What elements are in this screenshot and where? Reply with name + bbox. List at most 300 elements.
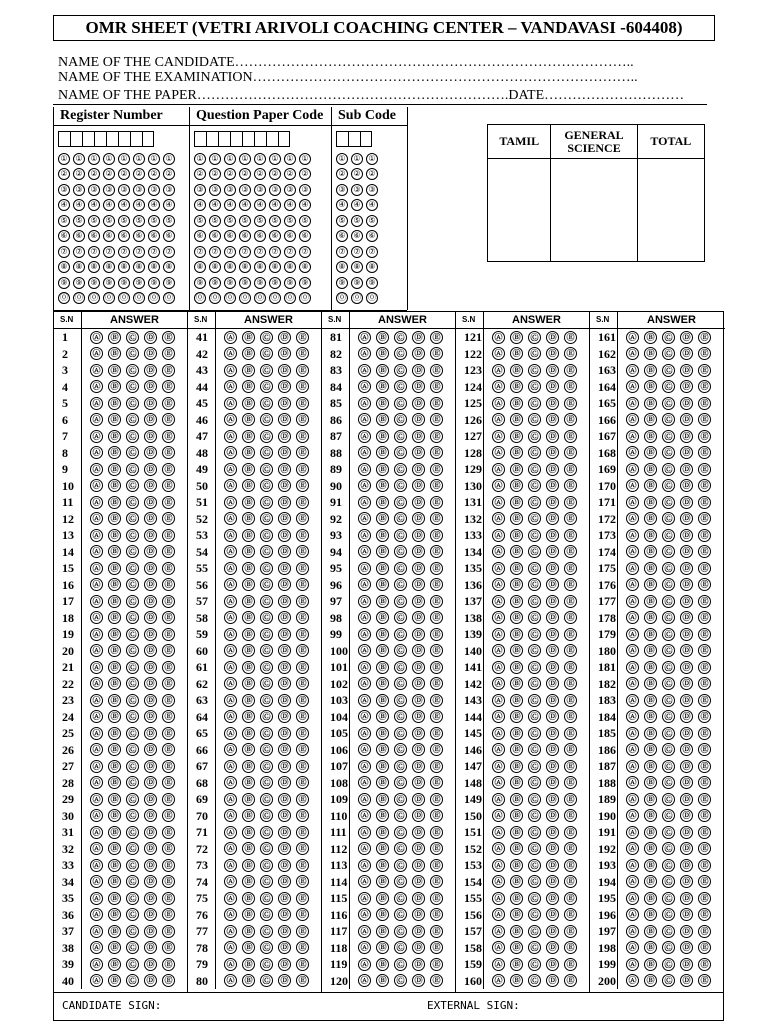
option-bubble-c[interactable]: Ⓒ bbox=[528, 842, 541, 855]
option-bubble-e[interactable]: Ⓔ bbox=[296, 331, 309, 344]
option-bubble-a[interactable]: Ⓐ bbox=[224, 446, 237, 459]
option-bubble-c[interactable]: Ⓒ bbox=[394, 941, 407, 954]
option-bubble-d[interactable]: Ⓓ bbox=[278, 776, 291, 789]
option-bubble-d[interactable]: Ⓓ bbox=[546, 380, 559, 393]
option-bubble-d[interactable]: Ⓓ bbox=[412, 595, 425, 608]
option-bubble-c[interactable]: Ⓒ bbox=[394, 380, 407, 393]
option-bubble-b[interactable]: Ⓑ bbox=[242, 809, 255, 822]
option-bubble-e[interactable]: Ⓔ bbox=[564, 496, 577, 509]
option-bubble-b[interactable]: Ⓑ bbox=[376, 595, 389, 608]
digit-bubble[interactable]: ② bbox=[118, 168, 130, 180]
option-bubble-e[interactable]: Ⓔ bbox=[698, 380, 711, 393]
option-bubble-a[interactable]: Ⓐ bbox=[626, 496, 639, 509]
option-bubble-d[interactable]: Ⓓ bbox=[278, 364, 291, 377]
option-bubble-b[interactable]: Ⓑ bbox=[242, 743, 255, 756]
option-bubble-a[interactable]: Ⓐ bbox=[224, 479, 237, 492]
option-bubble-e[interactable]: Ⓔ bbox=[564, 925, 577, 938]
option-bubble-e[interactable]: Ⓔ bbox=[162, 413, 175, 426]
option-bubble-c[interactable]: Ⓒ bbox=[662, 925, 675, 938]
option-bubble-e[interactable]: Ⓔ bbox=[564, 760, 577, 773]
option-bubble-d[interactable]: Ⓓ bbox=[546, 479, 559, 492]
option-bubble-d[interactable]: Ⓓ bbox=[144, 694, 157, 707]
option-bubble-a[interactable]: Ⓐ bbox=[626, 842, 639, 855]
option-bubble-b[interactable]: Ⓑ bbox=[510, 611, 523, 624]
option-bubble-c[interactable]: Ⓒ bbox=[394, 710, 407, 723]
digit-bubble[interactable]: ① bbox=[118, 153, 130, 165]
option-bubble-c[interactable]: Ⓒ bbox=[662, 479, 675, 492]
option-bubble-c[interactable]: Ⓒ bbox=[394, 644, 407, 657]
option-bubble-b[interactable]: Ⓑ bbox=[242, 413, 255, 426]
option-bubble-d[interactable]: Ⓓ bbox=[680, 842, 693, 855]
option-bubble-d[interactable]: Ⓓ bbox=[546, 941, 559, 954]
option-bubble-b[interactable]: Ⓑ bbox=[376, 397, 389, 410]
option-bubble-a[interactable]: Ⓐ bbox=[358, 347, 371, 360]
digit-bubble[interactable]: ⑤ bbox=[224, 215, 236, 227]
digit-bubble[interactable]: ④ bbox=[351, 199, 363, 211]
option-bubble-c[interactable]: Ⓒ bbox=[662, 875, 675, 888]
option-bubble-d[interactable]: Ⓓ bbox=[278, 644, 291, 657]
option-bubble-e[interactable]: Ⓔ bbox=[564, 413, 577, 426]
option-bubble-c[interactable]: Ⓒ bbox=[260, 694, 273, 707]
option-bubble-b[interactable]: Ⓑ bbox=[510, 809, 523, 822]
option-bubble-c[interactable]: Ⓒ bbox=[394, 826, 407, 839]
option-bubble-a[interactable]: Ⓐ bbox=[358, 364, 371, 377]
option-bubble-e[interactable]: Ⓔ bbox=[162, 760, 175, 773]
option-bubble-a[interactable]: Ⓐ bbox=[90, 925, 103, 938]
digit-bubble[interactable]: ② bbox=[254, 168, 266, 180]
option-bubble-e[interactable]: Ⓔ bbox=[430, 661, 443, 674]
option-bubble-a[interactable]: Ⓐ bbox=[626, 347, 639, 360]
digit-bubble[interactable]: ④ bbox=[284, 199, 296, 211]
option-bubble-a[interactable]: Ⓐ bbox=[358, 859, 371, 872]
option-bubble-a[interactable]: Ⓐ bbox=[626, 331, 639, 344]
option-bubble-a[interactable]: Ⓐ bbox=[90, 760, 103, 773]
option-bubble-c[interactable]: Ⓒ bbox=[260, 364, 273, 377]
digit-bubble[interactable]: ① bbox=[284, 153, 296, 165]
option-bubble-e[interactable]: Ⓔ bbox=[430, 496, 443, 509]
option-bubble-b[interactable]: Ⓑ bbox=[108, 661, 121, 674]
option-bubble-a[interactable]: Ⓐ bbox=[224, 512, 237, 525]
option-bubble-e[interactable]: Ⓔ bbox=[162, 463, 175, 476]
option-bubble-d[interactable]: Ⓓ bbox=[680, 496, 693, 509]
digit-bubble[interactable]: ① bbox=[351, 153, 363, 165]
option-bubble-e[interactable]: Ⓔ bbox=[430, 562, 443, 575]
option-bubble-b[interactable]: Ⓑ bbox=[644, 496, 657, 509]
option-bubble-a[interactable]: Ⓐ bbox=[358, 958, 371, 971]
option-bubble-a[interactable]: Ⓐ bbox=[224, 430, 237, 443]
option-bubble-e[interactable]: Ⓔ bbox=[430, 331, 443, 344]
option-bubble-d[interactable]: Ⓓ bbox=[680, 611, 693, 624]
option-bubble-b[interactable]: Ⓑ bbox=[242, 908, 255, 921]
option-bubble-d[interactable]: Ⓓ bbox=[278, 809, 291, 822]
digit-bubble[interactable]: ⑧ bbox=[209, 261, 221, 273]
digit-bubble[interactable]: ⑦ bbox=[284, 246, 296, 258]
option-bubble-e[interactable]: Ⓔ bbox=[296, 380, 309, 393]
option-bubble-c[interactable]: Ⓒ bbox=[260, 380, 273, 393]
option-bubble-c[interactable]: Ⓒ bbox=[126, 760, 139, 773]
option-bubble-b[interactable]: Ⓑ bbox=[376, 793, 389, 806]
option-bubble-a[interactable]: Ⓐ bbox=[90, 875, 103, 888]
option-bubble-e[interactable]: Ⓔ bbox=[698, 578, 711, 591]
option-bubble-a[interactable]: Ⓐ bbox=[492, 496, 505, 509]
option-bubble-d[interactable]: Ⓓ bbox=[278, 628, 291, 641]
option-bubble-e[interactable]: Ⓔ bbox=[430, 595, 443, 608]
option-bubble-a[interactable]: Ⓐ bbox=[224, 661, 237, 674]
digit-bubble[interactable]: ① bbox=[88, 153, 100, 165]
option-bubble-a[interactable]: Ⓐ bbox=[492, 413, 505, 426]
option-bubble-d[interactable]: Ⓓ bbox=[144, 446, 157, 459]
digit-bubble[interactable]: ⑤ bbox=[239, 215, 251, 227]
option-bubble-d[interactable]: Ⓓ bbox=[278, 677, 291, 690]
digit-bubble[interactable]: ⑤ bbox=[103, 215, 115, 227]
option-bubble-c[interactable]: Ⓒ bbox=[260, 941, 273, 954]
option-bubble-c[interactable]: Ⓒ bbox=[260, 908, 273, 921]
option-bubble-c[interactable]: Ⓒ bbox=[126, 842, 139, 855]
option-bubble-b[interactable]: Ⓑ bbox=[376, 347, 389, 360]
option-bubble-a[interactable]: Ⓐ bbox=[492, 479, 505, 492]
digit-bubble[interactable]: ⑧ bbox=[299, 261, 311, 273]
digit-bubble[interactable]: ⓪ bbox=[90, 293, 98, 303]
option-bubble-c[interactable]: Ⓒ bbox=[528, 661, 541, 674]
option-bubble-a[interactable]: Ⓐ bbox=[358, 578, 371, 591]
option-bubble-a[interactable]: Ⓐ bbox=[90, 595, 103, 608]
option-bubble-e[interactable]: Ⓔ bbox=[296, 545, 309, 558]
option-bubble-e[interactable]: Ⓔ bbox=[430, 727, 443, 740]
option-bubble-c[interactable]: Ⓒ bbox=[394, 529, 407, 542]
digit-bubble[interactable]: ⑦ bbox=[269, 246, 281, 258]
option-bubble-d[interactable]: Ⓓ bbox=[144, 677, 157, 690]
digit-bubble[interactable]: ③ bbox=[163, 184, 175, 196]
option-bubble-c[interactable]: Ⓒ bbox=[662, 611, 675, 624]
digit-bubble[interactable]: ⑦ bbox=[299, 246, 311, 258]
option-bubble-e[interactable]: Ⓔ bbox=[296, 875, 309, 888]
option-bubble-c[interactable]: Ⓒ bbox=[126, 661, 139, 674]
option-bubble-a[interactable]: Ⓐ bbox=[90, 562, 103, 575]
option-bubble-d[interactable]: Ⓓ bbox=[144, 611, 157, 624]
option-bubble-b[interactable]: Ⓑ bbox=[644, 545, 657, 558]
digit-bubble[interactable]: ③ bbox=[148, 184, 160, 196]
option-bubble-b[interactable]: Ⓑ bbox=[108, 545, 121, 558]
option-bubble-e[interactable]: Ⓔ bbox=[296, 859, 309, 872]
option-bubble-b[interactable]: Ⓑ bbox=[242, 611, 255, 624]
digit-bubble[interactable]: ④ bbox=[163, 199, 175, 211]
option-bubble-e[interactable]: Ⓔ bbox=[430, 446, 443, 459]
option-bubble-d[interactable]: Ⓓ bbox=[680, 628, 693, 641]
option-bubble-e[interactable]: Ⓔ bbox=[296, 727, 309, 740]
option-bubble-c[interactable]: Ⓒ bbox=[662, 578, 675, 591]
option-bubble-c[interactable]: Ⓒ bbox=[394, 743, 407, 756]
option-bubble-e[interactable]: Ⓔ bbox=[698, 859, 711, 872]
option-bubble-a[interactable]: Ⓐ bbox=[358, 826, 371, 839]
digit-bubble[interactable]: ② bbox=[224, 168, 236, 180]
digit-bubble[interactable]: ⑤ bbox=[209, 215, 221, 227]
option-bubble-a[interactable]: Ⓐ bbox=[90, 331, 103, 344]
option-bubble-a[interactable]: Ⓐ bbox=[224, 529, 237, 542]
option-bubble-a[interactable]: Ⓐ bbox=[224, 331, 237, 344]
option-bubble-d[interactable]: Ⓓ bbox=[144, 941, 157, 954]
option-bubble-e[interactable]: Ⓔ bbox=[296, 347, 309, 360]
option-bubble-e[interactable]: Ⓔ bbox=[564, 661, 577, 674]
option-bubble-c[interactable]: Ⓒ bbox=[260, 809, 273, 822]
option-bubble-a[interactable]: Ⓐ bbox=[626, 908, 639, 921]
option-bubble-a[interactable]: Ⓐ bbox=[90, 545, 103, 558]
option-bubble-e[interactable]: Ⓔ bbox=[162, 875, 175, 888]
option-bubble-e[interactable]: Ⓔ bbox=[564, 727, 577, 740]
option-bubble-b[interactable]: Ⓑ bbox=[510, 776, 523, 789]
option-bubble-e[interactable]: Ⓔ bbox=[564, 743, 577, 756]
digit-bubble[interactable]: ④ bbox=[366, 199, 378, 211]
option-bubble-c[interactable]: Ⓒ bbox=[662, 644, 675, 657]
option-bubble-d[interactable]: Ⓓ bbox=[546, 628, 559, 641]
option-bubble-e[interactable]: Ⓔ bbox=[564, 512, 577, 525]
option-bubble-c[interactable]: Ⓒ bbox=[662, 397, 675, 410]
option-bubble-b[interactable]: Ⓑ bbox=[376, 875, 389, 888]
digit-bubble[interactable]: ⑦ bbox=[351, 246, 363, 258]
option-bubble-b[interactable]: Ⓑ bbox=[510, 793, 523, 806]
option-bubble-c[interactable]: Ⓒ bbox=[662, 727, 675, 740]
option-bubble-a[interactable]: Ⓐ bbox=[492, 743, 505, 756]
option-bubble-c[interactable]: Ⓒ bbox=[394, 611, 407, 624]
option-bubble-d[interactable]: Ⓓ bbox=[680, 413, 693, 426]
option-bubble-e[interactable]: Ⓔ bbox=[296, 908, 309, 921]
option-bubble-c[interactable]: Ⓒ bbox=[394, 446, 407, 459]
option-bubble-a[interactable]: Ⓐ bbox=[224, 644, 237, 657]
option-bubble-b[interactable]: Ⓑ bbox=[376, 661, 389, 674]
option-bubble-c[interactable]: Ⓒ bbox=[662, 661, 675, 674]
code-digit-box[interactable] bbox=[348, 131, 360, 147]
option-bubble-a[interactable]: Ⓐ bbox=[358, 974, 371, 987]
option-bubble-c[interactable]: Ⓒ bbox=[528, 677, 541, 690]
option-bubble-e[interactable]: Ⓔ bbox=[564, 974, 577, 987]
option-bubble-d[interactable]: Ⓓ bbox=[680, 661, 693, 674]
option-bubble-a[interactable]: Ⓐ bbox=[358, 413, 371, 426]
option-bubble-e[interactable]: Ⓔ bbox=[698, 958, 711, 971]
option-bubble-b[interactable]: Ⓑ bbox=[108, 776, 121, 789]
option-bubble-b[interactable]: Ⓑ bbox=[510, 545, 523, 558]
option-bubble-b[interactable]: Ⓑ bbox=[108, 463, 121, 476]
option-bubble-b[interactable]: Ⓑ bbox=[644, 347, 657, 360]
digit-bubble[interactable]: ⑥ bbox=[366, 230, 378, 242]
option-bubble-d[interactable]: Ⓓ bbox=[278, 908, 291, 921]
option-bubble-e[interactable]: Ⓔ bbox=[162, 743, 175, 756]
digit-bubble[interactable]: ⑥ bbox=[336, 230, 348, 242]
option-bubble-b[interactable]: Ⓑ bbox=[376, 694, 389, 707]
option-bubble-d[interactable]: Ⓓ bbox=[680, 364, 693, 377]
option-bubble-d[interactable]: Ⓓ bbox=[546, 463, 559, 476]
code-digit-box[interactable] bbox=[218, 131, 230, 147]
option-bubble-e[interactable]: Ⓔ bbox=[296, 413, 309, 426]
option-bubble-e[interactable]: Ⓔ bbox=[430, 776, 443, 789]
code-digit-box[interactable] bbox=[278, 131, 290, 147]
option-bubble-b[interactable]: Ⓑ bbox=[510, 512, 523, 525]
option-bubble-d[interactable]: Ⓓ bbox=[144, 859, 157, 872]
option-bubble-e[interactable]: Ⓔ bbox=[698, 661, 711, 674]
option-bubble-a[interactable]: Ⓐ bbox=[90, 809, 103, 822]
option-bubble-b[interactable]: Ⓑ bbox=[644, 941, 657, 954]
option-bubble-d[interactable]: Ⓓ bbox=[144, 661, 157, 674]
option-bubble-d[interactable]: Ⓓ bbox=[412, 743, 425, 756]
option-bubble-e[interactable]: Ⓔ bbox=[430, 380, 443, 393]
option-bubble-e[interactable]: Ⓔ bbox=[430, 974, 443, 987]
option-bubble-c[interactable]: Ⓒ bbox=[662, 859, 675, 872]
option-bubble-e[interactable]: Ⓔ bbox=[162, 397, 175, 410]
digit-bubble[interactable]: ① bbox=[254, 153, 266, 165]
option-bubble-e[interactable]: Ⓔ bbox=[430, 677, 443, 690]
digit-bubble[interactable]: ⑦ bbox=[209, 246, 221, 258]
option-bubble-d[interactable]: Ⓓ bbox=[412, 562, 425, 575]
digit-bubble[interactable]: ⑥ bbox=[269, 230, 281, 242]
digit-bubble[interactable]: ⑨ bbox=[254, 277, 266, 289]
option-bubble-c[interactable]: Ⓒ bbox=[528, 562, 541, 575]
option-bubble-c[interactable]: Ⓒ bbox=[394, 776, 407, 789]
option-bubble-c[interactable]: Ⓒ bbox=[394, 694, 407, 707]
option-bubble-a[interactable]: Ⓐ bbox=[90, 842, 103, 855]
option-bubble-d[interactable]: Ⓓ bbox=[680, 710, 693, 723]
option-bubble-d[interactable]: Ⓓ bbox=[680, 512, 693, 525]
option-bubble-d[interactable]: Ⓓ bbox=[412, 974, 425, 987]
option-bubble-b[interactable]: Ⓑ bbox=[108, 941, 121, 954]
option-bubble-c[interactable]: Ⓒ bbox=[260, 958, 273, 971]
option-bubble-c[interactable]: Ⓒ bbox=[260, 479, 273, 492]
option-bubble-c[interactable]: Ⓒ bbox=[528, 727, 541, 740]
option-bubble-d[interactable]: Ⓓ bbox=[680, 463, 693, 476]
digit-bubble[interactable]: ⑧ bbox=[58, 261, 70, 273]
paper-date-line[interactable]: NAME OF THE PAPER………………………………………………………….DATE………………………… bbox=[58, 88, 685, 103]
option-bubble-e[interactable]: Ⓔ bbox=[698, 446, 711, 459]
option-bubble-b[interactable]: Ⓑ bbox=[644, 793, 657, 806]
digit-bubble[interactable]: ⑦ bbox=[254, 246, 266, 258]
option-bubble-e[interactable]: Ⓔ bbox=[698, 776, 711, 789]
option-bubble-b[interactable]: Ⓑ bbox=[510, 710, 523, 723]
option-bubble-c[interactable]: Ⓒ bbox=[394, 809, 407, 822]
option-bubble-e[interactable]: Ⓔ bbox=[296, 628, 309, 641]
digit-bubble[interactable]: ⑧ bbox=[88, 261, 100, 273]
option-bubble-d[interactable]: Ⓓ bbox=[412, 826, 425, 839]
option-bubble-a[interactable]: Ⓐ bbox=[358, 710, 371, 723]
option-bubble-d[interactable]: Ⓓ bbox=[412, 677, 425, 690]
option-bubble-e[interactable]: Ⓔ bbox=[430, 925, 443, 938]
option-bubble-b[interactable]: Ⓑ bbox=[510, 694, 523, 707]
digit-bubble[interactable]: ⓪ bbox=[105, 293, 113, 303]
option-bubble-e[interactable]: Ⓔ bbox=[162, 364, 175, 377]
option-bubble-a[interactable]: Ⓐ bbox=[358, 611, 371, 624]
option-bubble-b[interactable]: Ⓑ bbox=[108, 760, 121, 773]
option-bubble-d[interactable]: Ⓓ bbox=[680, 925, 693, 938]
digit-bubble[interactable]: ④ bbox=[103, 199, 115, 211]
option-bubble-d[interactable]: Ⓓ bbox=[412, 892, 425, 905]
option-bubble-c[interactable]: Ⓒ bbox=[394, 908, 407, 921]
option-bubble-c[interactable]: Ⓒ bbox=[528, 397, 541, 410]
option-bubble-b[interactable]: Ⓑ bbox=[644, 892, 657, 905]
option-bubble-d[interactable]: Ⓓ bbox=[278, 743, 291, 756]
option-bubble-d[interactable]: Ⓓ bbox=[546, 595, 559, 608]
option-bubble-c[interactable]: Ⓒ bbox=[662, 512, 675, 525]
option-bubble-c[interactable]: Ⓒ bbox=[394, 793, 407, 806]
option-bubble-e[interactable]: Ⓔ bbox=[162, 661, 175, 674]
option-bubble-d[interactable]: Ⓓ bbox=[278, 463, 291, 476]
option-bubble-e[interactable]: Ⓔ bbox=[162, 562, 175, 575]
option-bubble-a[interactable]: Ⓐ bbox=[626, 595, 639, 608]
option-bubble-b[interactable]: Ⓑ bbox=[376, 842, 389, 855]
digit-bubble[interactable]: ② bbox=[103, 168, 115, 180]
option-bubble-c[interactable]: Ⓒ bbox=[528, 859, 541, 872]
option-bubble-d[interactable]: Ⓓ bbox=[680, 562, 693, 575]
option-bubble-a[interactable]: Ⓐ bbox=[224, 463, 237, 476]
option-bubble-e[interactable]: Ⓔ bbox=[698, 694, 711, 707]
option-bubble-b[interactable]: Ⓑ bbox=[376, 628, 389, 641]
option-bubble-b[interactable]: Ⓑ bbox=[108, 479, 121, 492]
option-bubble-a[interactable]: Ⓐ bbox=[492, 908, 505, 921]
option-bubble-a[interactable]: Ⓐ bbox=[492, 875, 505, 888]
option-bubble-b[interactable]: Ⓑ bbox=[510, 463, 523, 476]
option-bubble-b[interactable]: Ⓑ bbox=[510, 595, 523, 608]
option-bubble-a[interactable]: Ⓐ bbox=[90, 793, 103, 806]
digit-bubble[interactable]: ⓪ bbox=[120, 293, 128, 303]
option-bubble-e[interactable]: Ⓔ bbox=[698, 364, 711, 377]
digit-bubble[interactable]: ⑨ bbox=[133, 277, 145, 289]
digit-bubble[interactable]: ④ bbox=[194, 199, 206, 211]
option-bubble-e[interactable]: Ⓔ bbox=[296, 562, 309, 575]
digit-bubble[interactable]: ⓪ bbox=[286, 293, 294, 303]
option-bubble-a[interactable]: Ⓐ bbox=[224, 925, 237, 938]
option-bubble-e[interactable]: Ⓔ bbox=[296, 677, 309, 690]
option-bubble-b[interactable]: Ⓑ bbox=[510, 743, 523, 756]
digit-bubble[interactable]: ⑨ bbox=[163, 277, 175, 289]
option-bubble-d[interactable]: Ⓓ bbox=[680, 776, 693, 789]
digit-bubble[interactable]: ⑤ bbox=[366, 215, 378, 227]
option-bubble-c[interactable]: Ⓒ bbox=[662, 529, 675, 542]
option-bubble-a[interactable]: Ⓐ bbox=[492, 677, 505, 690]
option-bubble-e[interactable]: Ⓔ bbox=[564, 397, 577, 410]
option-bubble-a[interactable]: Ⓐ bbox=[224, 347, 237, 360]
code-digit-box[interactable] bbox=[58, 131, 70, 147]
option-bubble-a[interactable]: Ⓐ bbox=[626, 760, 639, 773]
option-bubble-a[interactable]: Ⓐ bbox=[224, 380, 237, 393]
option-bubble-e[interactable]: Ⓔ bbox=[162, 776, 175, 789]
option-bubble-a[interactable]: Ⓐ bbox=[358, 562, 371, 575]
option-bubble-b[interactable]: Ⓑ bbox=[242, 331, 255, 344]
option-bubble-e[interactable]: Ⓔ bbox=[430, 529, 443, 542]
digit-bubble[interactable]: ① bbox=[299, 153, 311, 165]
option-bubble-c[interactable]: Ⓒ bbox=[126, 463, 139, 476]
option-bubble-b[interactable]: Ⓑ bbox=[510, 529, 523, 542]
option-bubble-e[interactable]: Ⓔ bbox=[698, 611, 711, 624]
option-bubble-e[interactable]: Ⓔ bbox=[430, 545, 443, 558]
option-bubble-c[interactable]: Ⓒ bbox=[126, 875, 139, 888]
option-bubble-d[interactable]: Ⓓ bbox=[144, 463, 157, 476]
option-bubble-a[interactable]: Ⓐ bbox=[224, 694, 237, 707]
option-bubble-d[interactable]: Ⓓ bbox=[412, 875, 425, 888]
digit-bubble[interactable]: ① bbox=[224, 153, 236, 165]
option-bubble-c[interactable]: Ⓒ bbox=[126, 694, 139, 707]
option-bubble-e[interactable]: Ⓔ bbox=[162, 331, 175, 344]
digit-bubble[interactable]: ① bbox=[133, 153, 145, 165]
digit-bubble[interactable]: ⓪ bbox=[75, 293, 83, 303]
option-bubble-d[interactable]: Ⓓ bbox=[144, 908, 157, 921]
option-bubble-e[interactable]: Ⓔ bbox=[296, 430, 309, 443]
option-bubble-d[interactable]: Ⓓ bbox=[144, 331, 157, 344]
option-bubble-c[interactable]: Ⓒ bbox=[260, 430, 273, 443]
option-bubble-d[interactable]: Ⓓ bbox=[546, 611, 559, 624]
option-bubble-d[interactable]: Ⓓ bbox=[680, 347, 693, 360]
option-bubble-a[interactable]: Ⓐ bbox=[90, 496, 103, 509]
option-bubble-c[interactable]: Ⓒ bbox=[126, 430, 139, 443]
option-bubble-e[interactable]: Ⓔ bbox=[162, 710, 175, 723]
option-bubble-a[interactable]: Ⓐ bbox=[358, 512, 371, 525]
option-bubble-d[interactable]: Ⓓ bbox=[680, 380, 693, 393]
option-bubble-d[interactable]: Ⓓ bbox=[412, 331, 425, 344]
option-bubble-c[interactable]: Ⓒ bbox=[394, 677, 407, 690]
